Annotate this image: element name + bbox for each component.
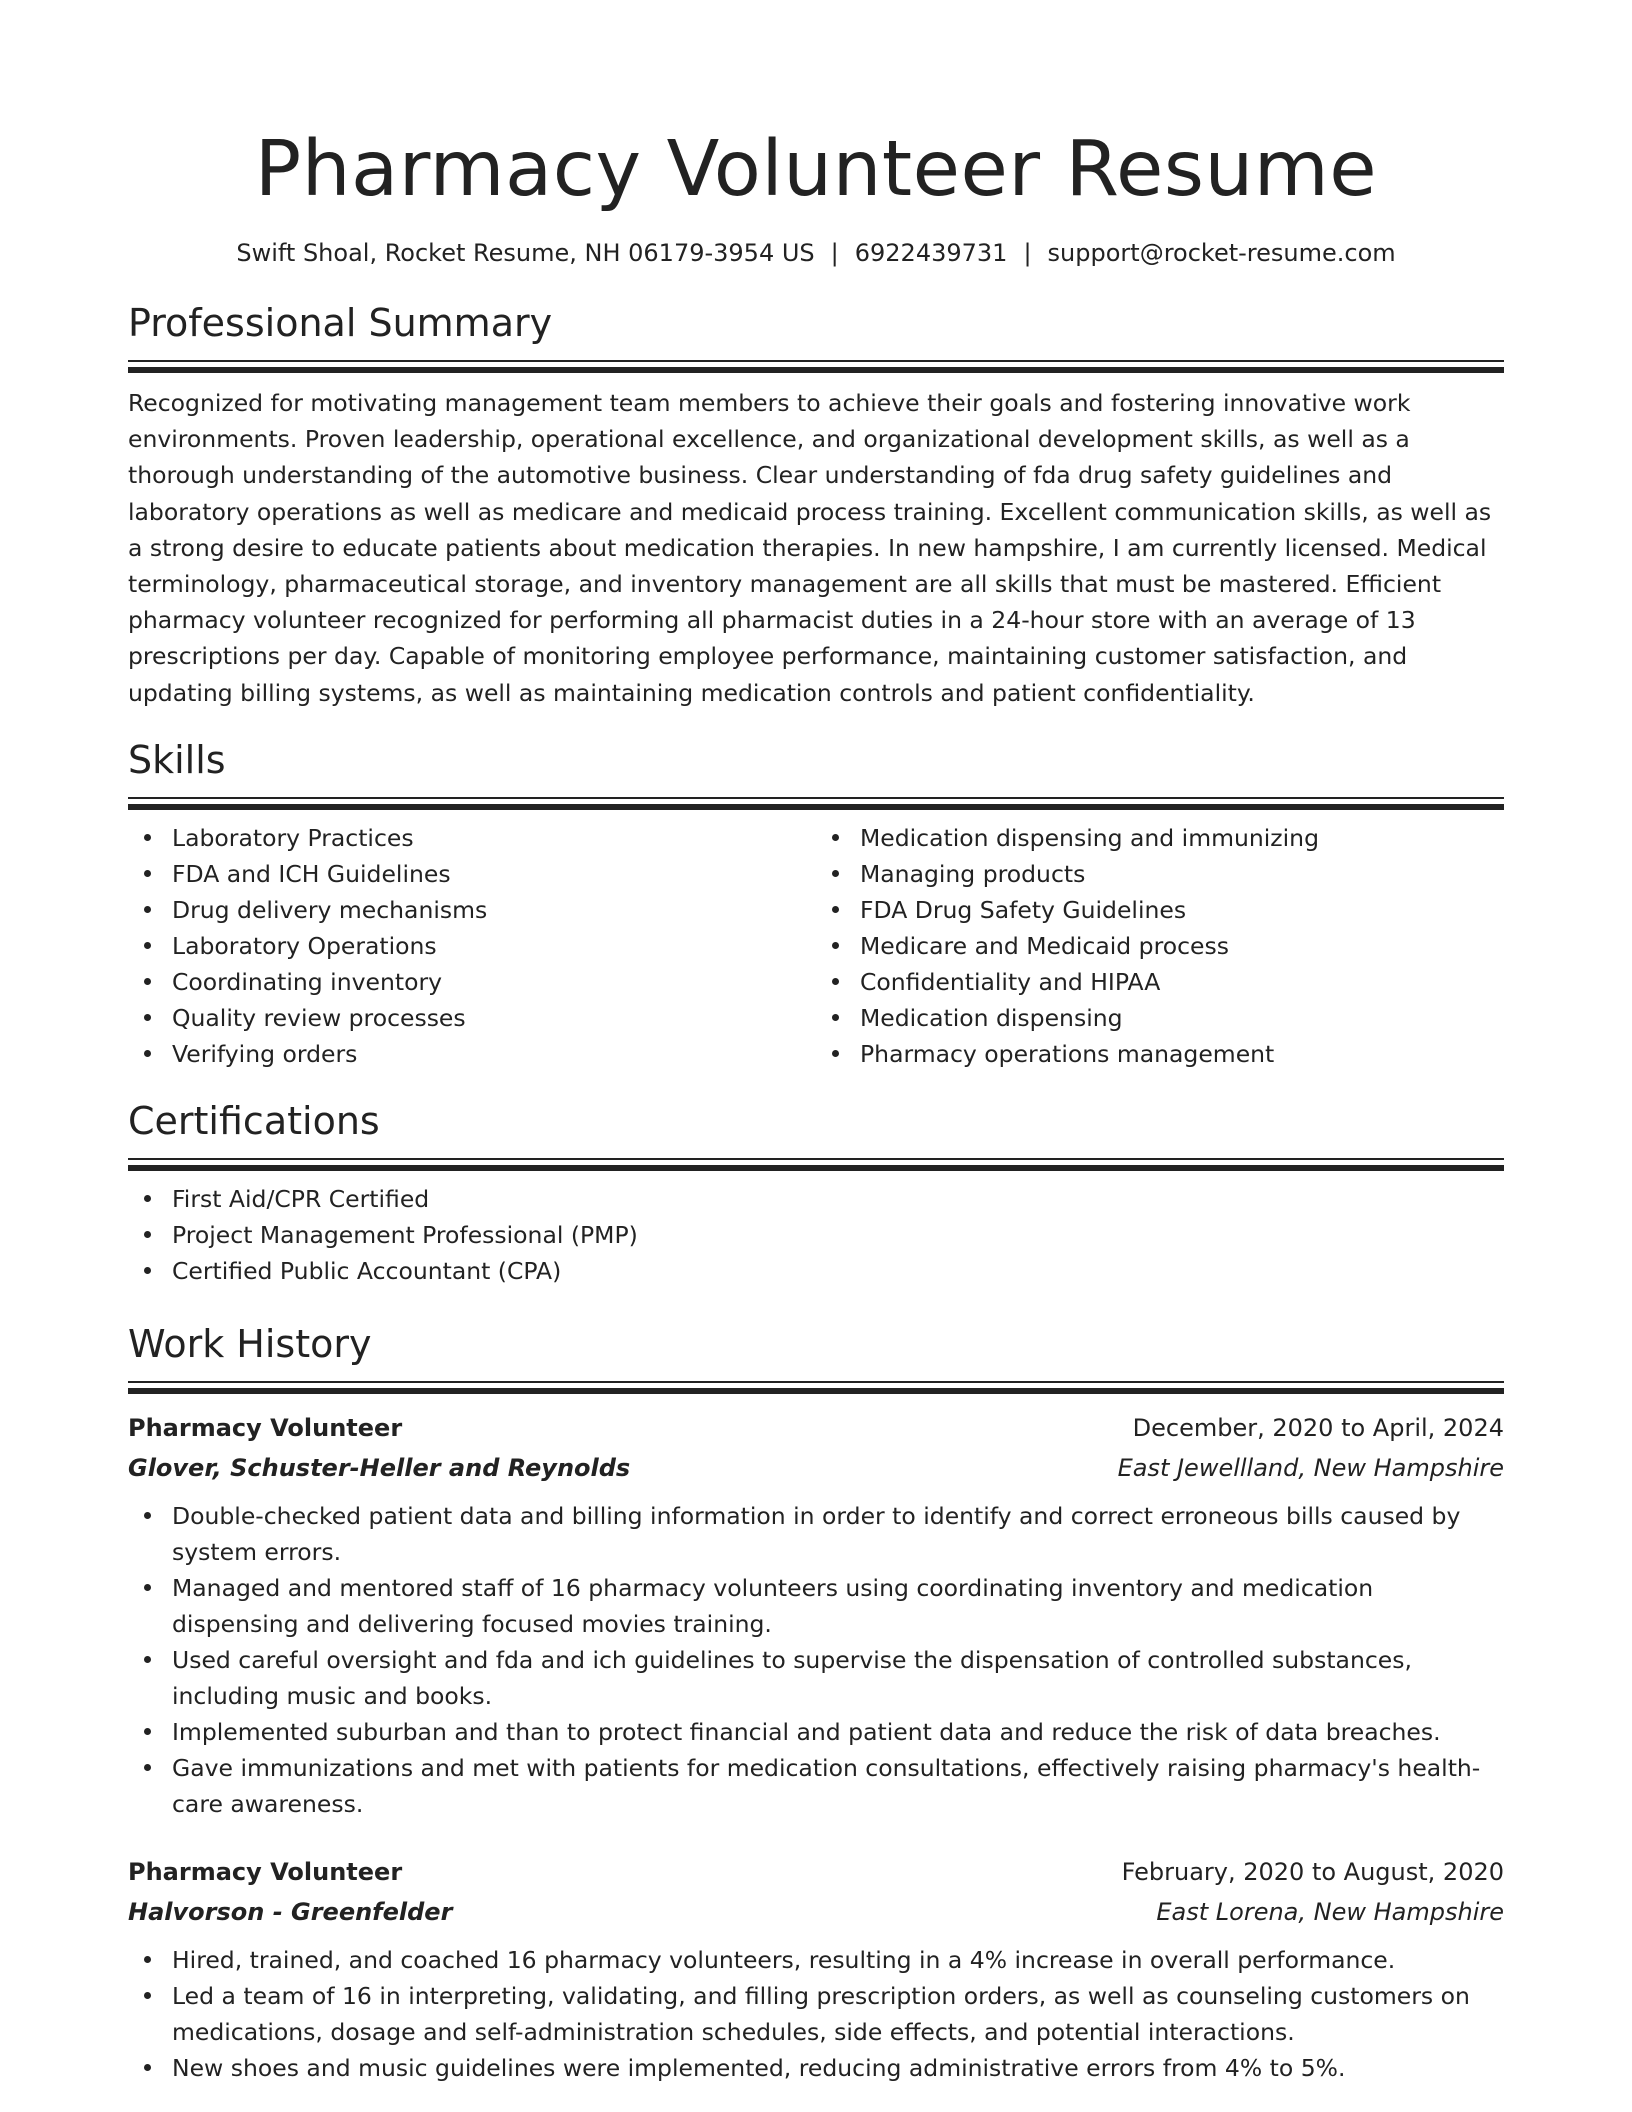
skill-item: FDA and ICH Guidelines xyxy=(172,856,816,892)
section-divider xyxy=(128,1381,1504,1394)
job-entry xyxy=(128,1852,1504,2086)
skill-item: Managing products xyxy=(860,856,1504,892)
work-history-section xyxy=(128,1319,1504,2086)
skill-item: Laboratory Operations xyxy=(172,928,816,964)
resume-page xyxy=(128,0,1504,2086)
summary-heading: Professional Summary xyxy=(128,301,553,345)
skill-item: Laboratory Practices xyxy=(172,820,816,856)
skill-item: Medicare and Medicaid process xyxy=(860,928,1504,964)
contact-address: Swift Shoal, Rocket Resume, NH 06179-3954 US xyxy=(236,239,815,267)
contact-separator: | xyxy=(830,239,839,267)
summary-section xyxy=(128,298,1504,711)
job-bullet: Led a team of 16 in interpreting, validating, and filling prescription orders, as well as counseling customers on medications, dosage and self-administration schedules, side effects, and potential interactions. xyxy=(172,1978,1504,2050)
work-history-heading: Work History xyxy=(128,1321,372,1366)
job-bullet: Implemented suburban and than to protect financial and patient data and reduce the risk of data breaches. xyxy=(172,1714,1504,1750)
job-employer-row xyxy=(128,1448,1504,1488)
skills-columns xyxy=(128,820,1504,1072)
summary-text: Recognized for motivating management team members to achieve their goals and fostering innovative work environments. Proven leadership, operational excellence, and organizational development skills, as well as a thorough understanding of the automotive business. Clear understanding of fda drug safety guidelines and laboratory operations as well as medicare and medicaid process training. Excellent communication skills, as well as a strong desire to educate patients about medication therapies. In new hampshire, I am currently licensed. Medical terminology, pharmaceutical storage, and inventory management are all skills that must be mastered. Efficient pharmacy volunteer recognized for performing all pharmacist duties in a 24-hour store with an average of 13 prescriptions per day. Capable of monitoring employee performance, maintaining customer satisfaction, and updating billing systems, as well as maintaining medication controls and patient confidentiality. xyxy=(128,389,1492,707)
job-location: East Jewellland, New Hampshire xyxy=(1117,1453,1504,1482)
contact-line xyxy=(128,236,1504,270)
job-employer-row xyxy=(128,1892,1504,1932)
job-location: East Lorena, New Hampshire xyxy=(1156,1897,1504,1926)
contact-email: support@rocket-resume.com xyxy=(1047,239,1396,267)
job-header-row xyxy=(128,1408,1504,1448)
skill-item: Verifying orders xyxy=(172,1036,816,1072)
section-divider xyxy=(128,360,1504,373)
job-dates: February, 2020 to August, 2020 xyxy=(1121,1857,1504,1886)
skill-item: Confidentiality and HIPAA xyxy=(860,964,1504,1000)
certification-item: Project Management Professional (PMP) xyxy=(172,1217,1504,1253)
job-header-row xyxy=(128,1852,1504,1892)
skill-item: Quality review processes xyxy=(172,1000,816,1036)
certifications-list xyxy=(128,1181,1504,1289)
section-divider xyxy=(128,1158,1504,1171)
job-bullet: Used careful oversight and fda and ich guidelines to supervise the dispensation of controlled substances, including music and books. xyxy=(172,1642,1504,1714)
job-title: Pharmacy Volunteer xyxy=(128,1413,403,1442)
skill-item: Medication dispensing and immunizing xyxy=(860,820,1504,856)
skill-item: Drug delivery mechanisms xyxy=(172,892,816,928)
certification-item: First Aid/CPR Certified xyxy=(172,1181,1504,1217)
skill-item: Coordinating inventory xyxy=(172,964,816,1000)
job-bullet: Managed and mentored staff of 16 pharmacy volunteers using coordinating inventory and medication dispensing and delivering focused movies training. xyxy=(172,1570,1504,1642)
job-bullet-list xyxy=(128,1498,1504,1822)
job-entry xyxy=(128,1408,1504,1822)
skills-section xyxy=(128,735,1504,1072)
job-bullet: Double-checked patient data and billing information in order to identify and correct erroneous bills caused by system errors. xyxy=(172,1498,1504,1570)
contact-phone: 6922439731 xyxy=(854,239,1008,267)
job-dates: December, 2020 to April, 2024 xyxy=(1132,1413,1504,1442)
skill-item: Medication dispensing xyxy=(860,1000,1504,1036)
section-divider xyxy=(128,797,1504,810)
job-bullet: Hired, trained, and coached 16 pharmacy volunteers, resulting in a 4% increase in overall performance. xyxy=(172,1942,1504,1978)
job-company: Glover, Schuster-Heller and Reynolds xyxy=(128,1453,631,1482)
skill-item: Pharmacy operations management xyxy=(860,1036,1504,1072)
skills-list-left xyxy=(128,820,816,1072)
contact-separator: | xyxy=(1023,239,1032,267)
certifications-section xyxy=(128,1096,1504,1289)
skills-list-right xyxy=(816,820,1504,1072)
certifications-heading: Certifications xyxy=(128,1098,380,1143)
skills-heading: Skills xyxy=(128,737,226,782)
job-bullet: New shoes and music guidelines were implemented, reducing administrative errors from 4% to 5%. xyxy=(172,2050,1504,2086)
job-title: Pharmacy Volunteer xyxy=(128,1857,403,1886)
job-company: Halvorson - Greenfelder xyxy=(128,1897,453,1926)
certification-item: Certified Public Accountant (CPA) xyxy=(172,1253,1504,1289)
skill-item: FDA Drug Safety Guidelines xyxy=(860,892,1504,928)
job-bullet-list xyxy=(128,1942,1504,2086)
job-bullet: Gave immunizations and met with patients for medication consultations, effectively raising pharmacy's health-care awareness. xyxy=(172,1750,1504,1822)
resume-title: Pharmacy Volunteer Resume xyxy=(254,125,1378,214)
